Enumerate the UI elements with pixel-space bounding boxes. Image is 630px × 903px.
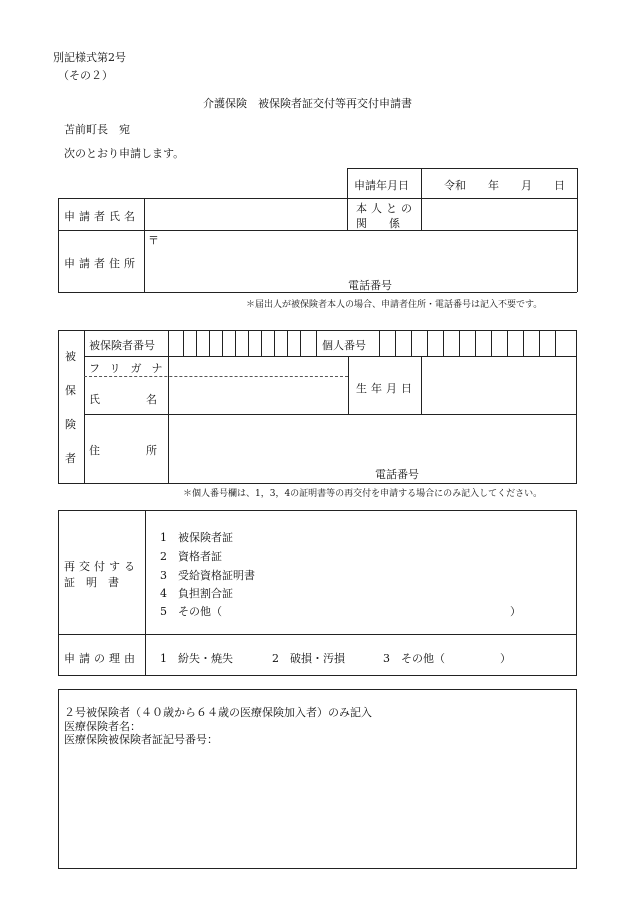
reissue-option-1[interactable]: 1 被保険者証 <box>160 531 233 544</box>
insured-side-4: 者 <box>65 452 76 465</box>
postal-mark: 〒 <box>148 234 159 247</box>
furigana-label: フリガナ <box>89 362 173 375</box>
furigana-field[interactable] <box>170 357 347 375</box>
reissue-option-5[interactable]: 5 その他（ <box>160 605 222 618</box>
birth-label: 生年月日 <box>356 382 416 395</box>
notes-line-3: 医療保険被保険者証記号番号： <box>64 733 218 746</box>
date-label: 申請年月日 <box>354 179 409 192</box>
reason-other-field[interactable] <box>452 648 498 664</box>
insured-name-label: 氏名 <box>89 393 203 406</box>
applicant-phone-label: 電話番号 <box>348 279 392 292</box>
form-number: 別記様式第2号 <box>53 51 126 64</box>
notes-line-2: 医療保険者名： <box>64 720 141 733</box>
applicant-name-label: 申請者氏名 <box>64 210 139 223</box>
insured-side-2: 保 <box>65 384 76 397</box>
applicant-address-label: 申請者住所 <box>64 257 139 270</box>
birth-field[interactable] <box>423 357 575 413</box>
applicant-address-field[interactable] <box>160 232 575 272</box>
date-field[interactable]: 令和 年 月 日 <box>444 179 565 192</box>
reissue-close-paren: ） <box>510 605 521 618</box>
insured-number-field[interactable] <box>169 331 315 355</box>
relation-label-2: 関 係 <box>356 217 400 230</box>
insured-number-label: 被保険者番号 <box>89 339 155 352</box>
reason-label: 申請の理由 <box>64 652 139 665</box>
reason-option-2[interactable]: 2 破損・汚損 <box>272 652 345 665</box>
applicant-note: ＊届出人が被保険者本人の場合、申請者住所・電話番号は記入不要です。 <box>246 300 543 310</box>
insurer-number-field[interactable] <box>228 729 573 743</box>
insured-side-1: 被 <box>65 350 76 363</box>
personal-number-field[interactable] <box>380 331 576 355</box>
insurer-name-field[interactable] <box>145 716 573 730</box>
reason-close-paren: ） <box>500 652 511 665</box>
personal-number-label: 個人番号 <box>322 339 366 352</box>
reissue-option-4[interactable]: 4 負担割合証 <box>160 587 233 600</box>
insured-side-3: 険 <box>65 418 76 431</box>
addressee: 苫前町長 宛 <box>64 123 130 136</box>
insured-name-field[interactable] <box>170 378 347 412</box>
intro-text: 次のとおり申請します。 <box>64 147 185 160</box>
form-title: 介護保険 被保険者証交付等再交付申請書 <box>203 97 412 110</box>
reissue-label-2: 証 明 書 <box>64 576 119 589</box>
reissue-label-1: 再交付する <box>64 560 139 573</box>
form-subnumber: （その２） <box>58 69 113 82</box>
insured-note: ＊個人番号欄は、1，3，4の証明書等の再交付を申請する場合にのみ記入してください。 <box>183 489 543 499</box>
insured-phone-label: 電話番号 <box>375 468 419 481</box>
relation-field[interactable] <box>423 200 575 228</box>
reason-option-3[interactable]: 3 その他（ <box>383 652 445 665</box>
relation-label-1: 本人との <box>356 202 416 215</box>
reason-option-1[interactable]: 1 紛失・焼失 <box>160 652 233 665</box>
applicant-name-field[interactable] <box>146 200 345 228</box>
reissue-option-3[interactable]: 3 受給資格証明書 <box>160 569 255 582</box>
reissue-option-2[interactable]: 2 資格者証 <box>160 550 222 563</box>
insured-address-label: 住所 <box>89 444 203 457</box>
reissue-other-field[interactable] <box>226 601 506 617</box>
insured-address-field[interactable] <box>170 416 575 460</box>
notes-line-1: ２号被保険者（４０歳から６４歳の医療保険加入者）のみ記入 <box>64 706 372 719</box>
